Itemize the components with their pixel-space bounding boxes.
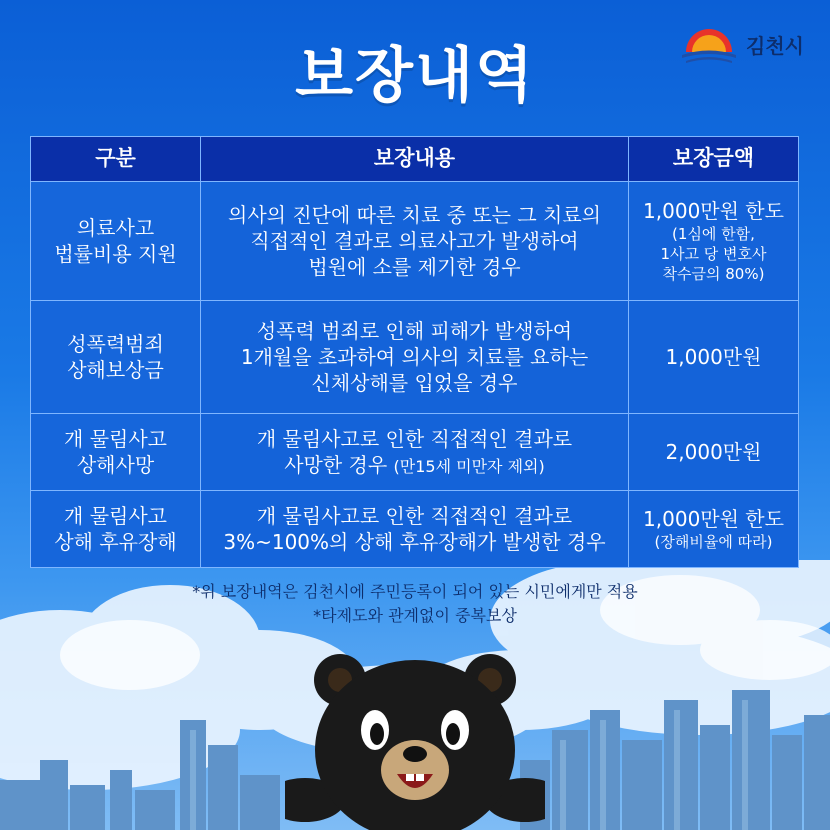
footnotes [0, 580, 830, 628]
age-exclusion-note: (만15세 미만자 제외) [393, 457, 545, 476]
row-category: 개 물림사고 상해 후유장해 [31, 491, 201, 568]
row-amount: 1,000만원 [629, 301, 799, 414]
header-category: 구분 [31, 137, 201, 182]
table-row [31, 491, 799, 568]
row-amount: 1,000만원 한도 (장해비율에 따라) [629, 491, 799, 568]
brand-name: 김천시 [746, 33, 804, 58]
row-category: 의료사고 법률비용 지원 [31, 182, 201, 301]
row-content: 개 물림사고로 인한 직접적인 결과로 사망한 경우 (만15세 미만자 제외) [201, 414, 629, 491]
page-title: 보장내역 [295, 41, 535, 111]
row-content: 의사의 진단에 따른 치료 중 또는 그 치료의 직접적인 결과로 의료사고가 발생하여 법원에 소를 제기한 경우 [201, 182, 629, 301]
row-amount: 1,000만원 한도 (1심에 한함, 1사고 당 변호사 착수금의 80%) [629, 182, 799, 301]
bear-mascot-icon [285, 650, 545, 830]
row-category: 개 물림사고 상해사망 [31, 414, 201, 491]
footnote-residency: *위 보장내역은 김천시에 주민등록이 되어 있는 시민에게만 적용 [192, 582, 638, 601]
table-row [31, 301, 799, 414]
table-row [31, 182, 799, 301]
row-amount: 2,000만원 [629, 414, 799, 491]
footnote-duplicate: *타제도와 관계없이 중복보상 [313, 606, 517, 625]
row-category: 성폭력범죄 상해보상금 [31, 301, 201, 414]
row-content: 성폭력 범죄로 인해 피해가 발생하여 1개월을 초과하여 의사의 치료를 요하는 신체상해를 입었을 경우 [201, 301, 629, 414]
header-amount: 보장금액 [629, 137, 799, 182]
table-row [31, 414, 799, 491]
coverage-table [30, 136, 799, 568]
header-content: 보장내용 [201, 137, 629, 182]
row-content: 개 물림사고로 인한 직접적인 결과로 3%~100%의 상해 후유장해가 발생한 경우 [201, 491, 629, 568]
table-header-row [31, 137, 799, 182]
